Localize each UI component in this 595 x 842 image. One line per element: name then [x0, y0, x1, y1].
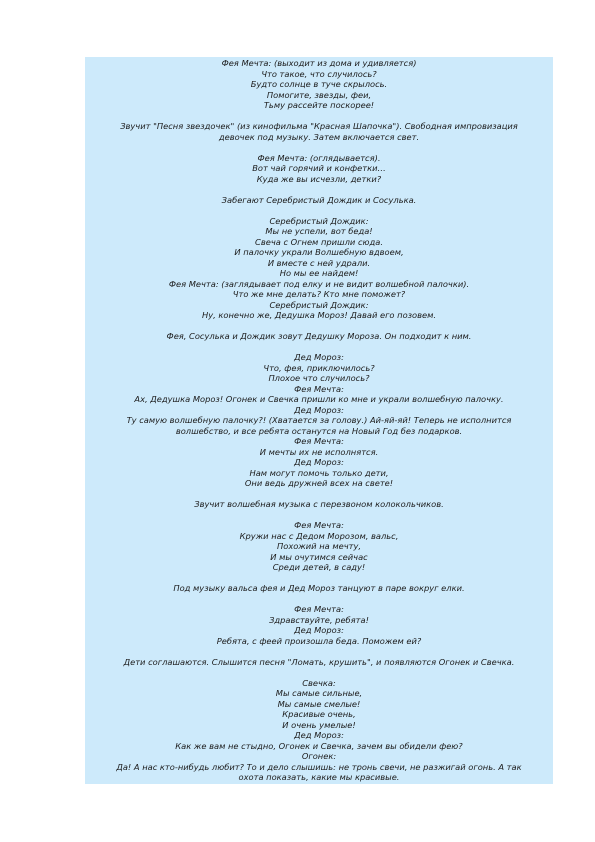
script-line: Похожий на мечту,: [277, 541, 361, 551]
script-line: Ах, Дедушка Мороз! Огонек и Свечка пришли ко мне и украли волшебную палочку.: [134, 394, 504, 404]
blank-line: [85, 184, 553, 195]
blank-line: [85, 489, 553, 500]
blank-line: [85, 594, 553, 605]
script-line: Плохое что случилось?: [268, 373, 370, 383]
script-line: Что такое, что случилось?: [261, 68, 377, 79]
script-line: Звучит "Песня звездочек" (из кинофильма "Красная Шапочка"). Свободная импровизация: [120, 121, 518, 131]
script-line: Куда же вы исчезли, детки?: [256, 173, 382, 184]
script-line: волшебство, и все ребята останутся на Новый Год без подарков.: [175, 425, 463, 436]
script-line: Фея Мечта:: [294, 383, 344, 394]
script-line: Дети соглашаются. Слышится песня "Ломать, крушить", и появляются Огонек и Свечка.: [123, 656, 515, 667]
script-text-panel: [85, 57, 553, 784]
script-line: Здравствуйте, ребята!: [269, 614, 369, 625]
script-line: И вместе с ней удрали.: [267, 257, 371, 268]
script-line: Фея Мечта: (оглядывается).: [257, 152, 381, 163]
script-line: Свечка:: [302, 677, 336, 688]
script-line: И палочку украли Волшебную вдвоем,: [234, 247, 404, 257]
script-line: Огонек:: [301, 751, 337, 761]
script-line: Но мы ее найдем!: [279, 268, 359, 278]
script-line: Мы не успели, вот беда!: [265, 226, 373, 236]
script-line: Ну, конечно же, Дедушка Мороз! Давай его позовем.: [201, 310, 437, 320]
script-line: охота показать, какие мы красивые.: [238, 772, 400, 782]
script-line: Красивые очень,: [282, 709, 356, 719]
script-line: Как же вам не стыдно, Огонек и Свечка, зачем вы обидели фею?: [175, 740, 463, 751]
blank-line: [85, 111, 553, 122]
script-line: Что, фея, приключилось?: [263, 362, 375, 373]
script-line: Ребята, с феей произошла беда. Поможем ей?: [216, 635, 422, 646]
script-line: Дед Мороз:: [294, 457, 344, 467]
script-line: Забегают Серебристый Дождик и Сосулька.: [221, 194, 417, 205]
script-line: девочек под музыку. Затем включается свет.: [218, 131, 420, 142]
blank-line: [85, 142, 553, 153]
script-line: И мечты их не исполнятся.: [259, 446, 379, 457]
script-line: Фея Мечта: (выходит из дома и удивляется): [221, 58, 417, 68]
script-line: Тьму рассейте поскорее!: [263, 100, 375, 110]
script-line: Дед Мороз:: [294, 404, 344, 415]
script-line: И очень умелые!: [282, 719, 356, 730]
script-line: Звучит волшебная музыка с перезвоном колокольчиков.: [194, 499, 444, 509]
script-line: Да! А нас кто-нибудь любит? То и дело слышишь: не тронь свечи, не разжигай огонь. А так: [116, 761, 522, 772]
script-line: Дед Мороз:: [294, 730, 344, 740]
script-line: Ту самую волшебную палочку?! (Хватается за голову.) Ай-яй-яй! Теперь не исполнится: [126, 415, 512, 425]
script-line: Нам могут помочь только дети,: [249, 467, 389, 478]
script-line: Фея, Сосулька и Дождик зовут Дедушку Мороза. Он подходит к ним.: [166, 331, 472, 341]
blank-line: [85, 321, 553, 332]
script-line: Мы самые смелые!: [277, 698, 361, 709]
blank-line: [85, 342, 553, 353]
script-line: Фея Мечта:: [294, 520, 344, 530]
script-line: И мы очутимся сейчас: [270, 551, 368, 562]
script-line: Под музыку вальса фея и Дед Мороз танцуют в паре вокруг елки.: [173, 583, 465, 593]
script-line: Среди детей, в саду!: [272, 562, 366, 572]
blank-line: [85, 510, 553, 521]
script-line: Кружи нас с Дедом Морозом, вальс,: [239, 530, 399, 541]
script-line: Дед Мороз:: [294, 625, 344, 635]
blank-line: [85, 573, 553, 584]
script-line: Свеча с Огнем пришли сюда.: [255, 236, 383, 247]
script-line: Фея Мечта:: [294, 436, 344, 446]
script-line: Дед Мороз:: [294, 352, 344, 362]
script-line: Серебристый Дождик:: [269, 299, 369, 310]
script-line: Помогите, звезды, феи,: [266, 89, 372, 100]
blank-line: [85, 646, 553, 657]
script-line: Будто солнце в туче скрылось.: [250, 79, 388, 89]
script-line: Вот чай горячий и конфетки…: [252, 163, 386, 173]
blank-line: [85, 205, 553, 216]
script-line: Фея Мечта:: [294, 604, 344, 614]
script-line: Что же мне делать? Кто мне поможет?: [232, 289, 406, 299]
blank-line: [85, 667, 553, 678]
script-line: Серебристый Дождик:: [269, 215, 369, 226]
script-line: Они ведь дружней всех на свете!: [244, 478, 394, 488]
script-line: Фея Мечта: (заглядывает под елку и не видит волшебной палочки).: [168, 278, 470, 289]
script-line: Мы самые сильные,: [275, 688, 363, 698]
